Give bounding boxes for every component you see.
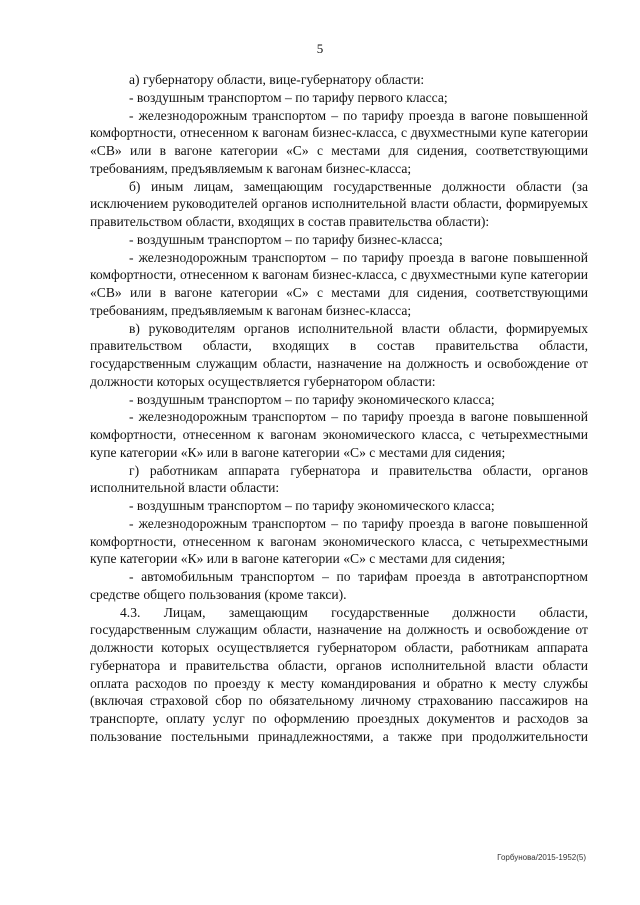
paragraph: 4.3. Лицам, замещающим государственные должности области, государственным служащим области, назначение на должность и освобождение от должности которых осуществляется губернатором области, работникам аппарата губернатора и правительства области, органов исполнительной власти области оплата расходов по проезду к месту командирования и обратно к месту службы (включая страховой сбор по обязательному личному страхованию пассажиров на транспорте, оплату услуг по оформлению проездных документов и расходов за пользование постельными принадлежностями, а также при продолжительности bbox=[90, 604, 588, 744]
document-footer-code: Горбунова/2015-1952(5) bbox=[497, 853, 586, 862]
paragraph: - воздушным транспортом – по тарифу экономического класса; bbox=[129, 391, 495, 407]
paragraph: - железнодорожным транспортом – по тарифу проезда в вагоне повышенной комфортности, отнесенном к вагонам бизнес-класса, с двухместными купе категории «СВ» или в вагоне категории «С» с местами для сидения, соответствующими требованиям, предъявляемым к вагонам бизнес-класса; bbox=[90, 107, 588, 176]
page-number: 5 bbox=[316, 41, 324, 56]
paragraph: в) руководителям органов исполнительной власти области, формируемых правительством области, входящих в состав правительства области, государственным служащим области, назначение на должность и освобождение от должности которых осуществляется губернатором области: bbox=[90, 320, 588, 389]
paragraph: - воздушным транспортом – по тарифу первого класса; bbox=[129, 89, 448, 105]
paragraph: - железнодорожным транспортом – по тарифу проезда в вагоне повышенной комфортности, отнесенном к вагонам экономического класса, с четырехместными купе категории «К» или в вагоне категории «С» с местами для сидения; bbox=[90, 515, 588, 567]
paragraph: г) работникам аппарата губернатора и правительства области, органов исполнительной власти области: bbox=[90, 462, 588, 496]
paragraph: - железнодорожным транспортом – по тарифу проезда в вагоне повышенной комфортности, отнесенном к вагонам экономического класса, с четырехместными купе категории «К» или в вагоне категории «С» с местами для сидения; bbox=[90, 409, 588, 460]
document-body bbox=[90, 71, 588, 746]
paragraph: - воздушным транспортом – по тарифу экономического класса; bbox=[129, 498, 495, 513]
paragraph: - воздушным транспортом – по тарифу бизнес-класса; bbox=[129, 231, 443, 247]
paragraph: - железнодорожным транспортом – по тарифу проезда в вагоне повышенной комфортности, отнесенном к вагонам бизнес-класса, с двухместными купе категории «СВ» или в вагоне категории «С» с местами для сидения, соответствующими требованиям, предъявляемым к вагонам бизнес-класса; bbox=[90, 249, 588, 318]
paragraph: - автомобильным транспортом – по тарифам проезда в автотранспортном средстве общего пользования (кроме такси). bbox=[90, 569, 588, 602]
paragraph: а) губернатору области, вице-губернатору области: bbox=[129, 72, 425, 87]
paragraph: б) иным лицам, замещающим государственные должности области (за исключением руководителей органов исполнительной власти области, формируемых правительством области, входящих в состав правительства области): bbox=[90, 178, 588, 229]
